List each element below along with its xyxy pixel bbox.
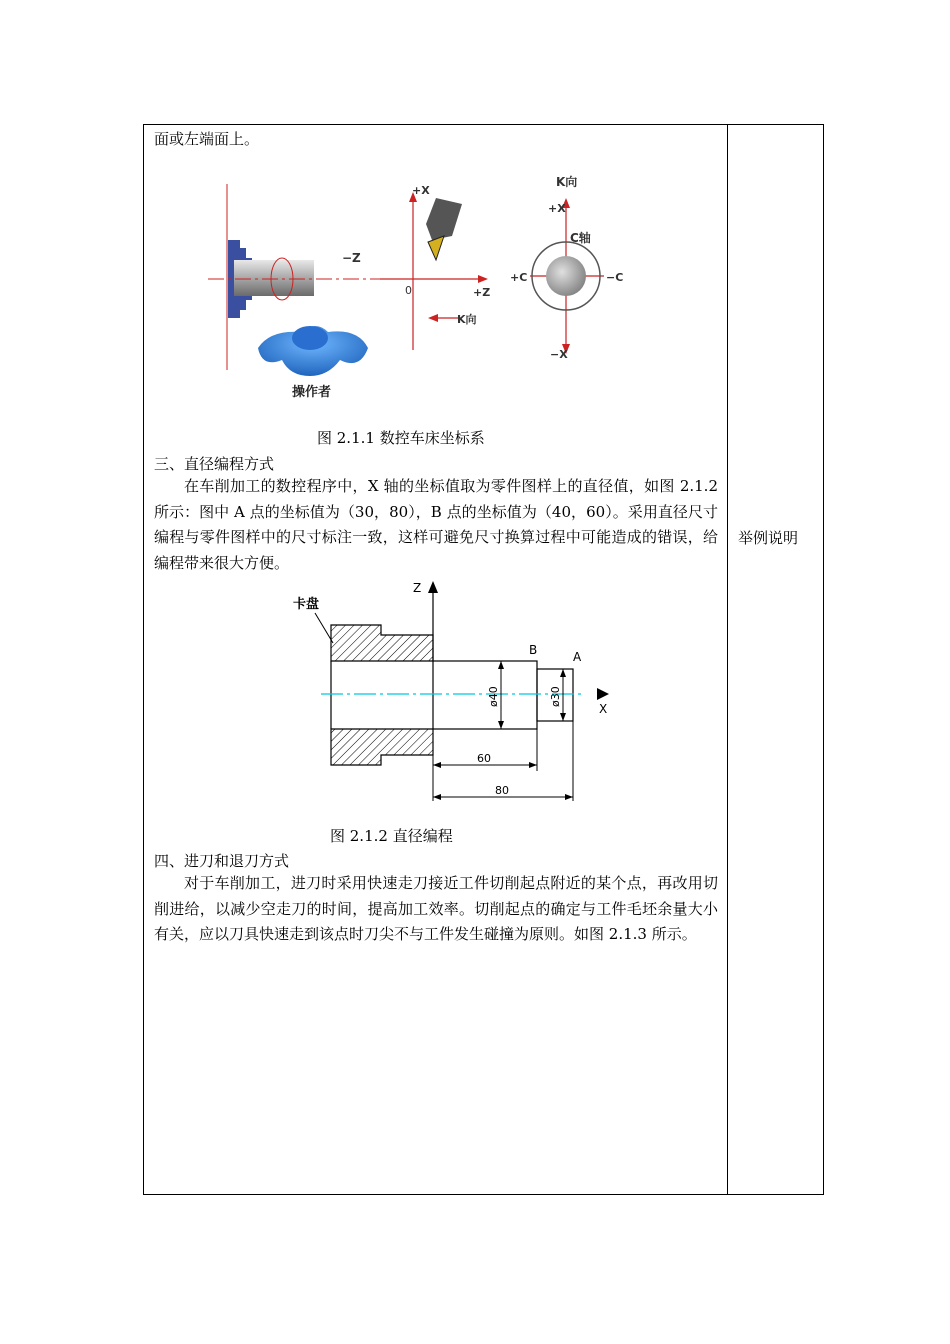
z-axis-arrow — [428, 581, 438, 593]
fig1-origin-label: 0 — [405, 284, 412, 297]
fig1-plus-c-label: +C — [510, 271, 528, 284]
top-line: 面或左端面上。 — [154, 130, 260, 148]
fig2-dia40-label: ø40 — [487, 686, 500, 707]
fig2-dim60-label: 60 — [477, 752, 491, 765]
figure2-caption: 图 2.1.2 直径编程 — [330, 827, 453, 845]
x-axis-arrow — [597, 688, 609, 700]
fig1-k-plus-x-label: +X — [548, 202, 566, 215]
chuck-top — [331, 625, 433, 661]
section4-heading: 四、进刀和退刀方式 — [154, 852, 290, 870]
c-axis-hub — [546, 256, 586, 296]
fig2-chuck-label: 卡盘 — [293, 597, 320, 612]
section4-paragraph: 对于车削加工，进刀时采用快速走刀接近工件切削起点附近的某个点，再改用切削进给，以减少空走刀的时间，提高加工效率。切削起点的确定与工件毛坯余量大小有关，应以刀具快速走到该点时刀尖不与工件发生碰撞为原则。如图 2.1.3 所示。 — [154, 874, 718, 943]
cutting-tool-holder — [426, 198, 462, 240]
workpiece-dia40 — [433, 661, 537, 729]
cutting-tool-insert — [428, 236, 444, 260]
fig1-operator-label: 操作者 — [292, 385, 332, 400]
fig2-dim80-label: 80 — [495, 784, 509, 797]
fig2-point-b: B — [529, 643, 538, 657]
fig1-c-axis-label: C轴 — [570, 231, 591, 245]
fig2-x-label: X — [599, 702, 608, 716]
fig1-plus-z-label: +Z — [473, 286, 491, 299]
diameter-programming-figure — [285, 575, 625, 805]
fig1-plus-x-label: +X — [412, 184, 430, 197]
fig2-z-label: Z — [413, 581, 422, 595]
fig1-minus-x-label: −X — [550, 348, 568, 361]
fig1-k-arrow-label: K向 — [457, 313, 477, 326]
column-divider — [727, 124, 728, 1195]
lathe-coordinate-figure — [200, 170, 660, 405]
figure1-caption: 图 2.1.1 数控车床坐标系 — [317, 429, 485, 447]
fig1-minus-z-label: −Z — [342, 251, 361, 265]
section3-heading: 三、直径编程方式 — [154, 455, 275, 473]
fig2-point-a: A — [573, 650, 582, 664]
fig2-dia30-label: ø30 — [549, 686, 562, 707]
fig1-minus-c-label: −C — [606, 271, 624, 284]
chuck-bottom — [331, 729, 433, 765]
z-axis-arrow — [478, 275, 488, 283]
side-note: 举例说明 — [738, 529, 799, 547]
chuck-leader — [315, 613, 333, 643]
fig1-k-view-title: K向 — [556, 175, 578, 189]
section3-paragraph: 在车削加工的数控程序中，X 轴的坐标值取为零件图样上的直径值，如图 2.1.2 所示：图中 A 点的坐标值为（30，80），B 点的坐标值为（40，60）。采用直径尺寸编程与零件图样中的尺寸标注一致，这样可避免尺寸换算过程中可能造成的错误，给编程带来很大方便。 — [154, 477, 718, 572]
